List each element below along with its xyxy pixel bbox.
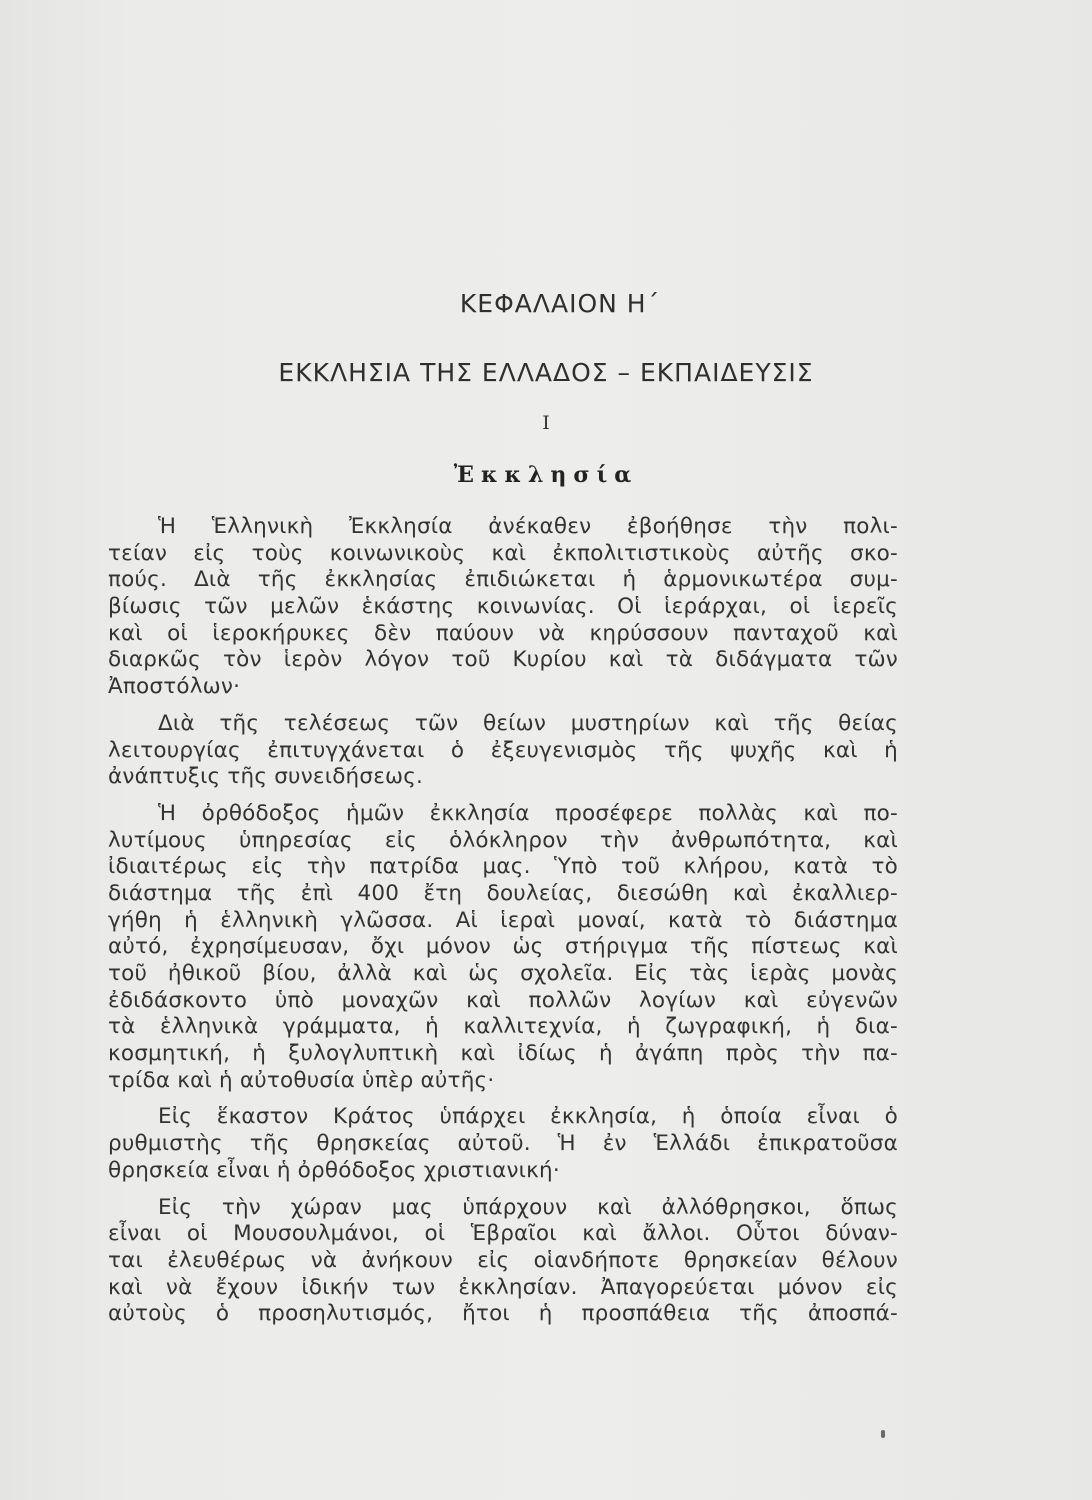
text-line: βίωσις τῶν μελῶν ἑκάστης κοινωνίας. Οἱ ἱεράρχαι, οἱ ἱερεῖς — [108, 594, 898, 620]
section-heading: Ἐκκλησία — [453, 462, 639, 488]
text-line: ἰδιαιτέρως εἰς τὴν πατρίδα μας. Ὑπὸ τοῦ κλήρου, κατὰ τὸ — [108, 854, 898, 880]
text-line: κοσμητική, ἡ ξυλογλυπτικὴ καὶ ἰδίως ἡ ἀγάπη πρὸς τὴν πα- — [108, 1041, 898, 1067]
text-line: τείαν εἰς τοὺς κοινωνικοὺς καὶ ἐκπολιτιστικοὺς αὐτῆς σκο- — [108, 540, 898, 566]
chapter-label: ΚΕΦΑΛΑΙΟΝ Η΄ — [459, 289, 661, 318]
text-line: λειτουργίας ἐπιτυγχάνεται ὁ ἐξευγενισμὸς τῆς ψυχῆς καὶ ἡ — [108, 737, 898, 763]
text-line: Ἡ Ἑλληνικὴ Ἐκκλησία ἀνέκαθεν ἐβοήθησε τὴν πολι- — [158, 514, 898, 539]
paragraph-5 — [108, 1195, 898, 1328]
print-speck — [881, 1430, 885, 1438]
text-line: ται ἐλευθέρως νὰ ἀνήκουν εἰς οἱανδήποτε θρησκείαν θέλουν — [108, 1247, 898, 1273]
text-line: εἶναι οἱ Μουσουλμάνοι, οἱ Ἑβραῖοι καὶ ἄλλοι. Οὗτοι δύναν- — [108, 1221, 898, 1247]
text-line: Ἀποστόλων· — [108, 674, 241, 700]
paragraph-1 — [108, 514, 898, 701]
text-line: αὐτό, ἐχρησίμευσαν, ὄχι μόνον ὡς στήριγμα τῆς πίστεως καὶ — [108, 934, 898, 960]
text-line: τρίδα καὶ ἡ αὐτοθυσία ὑπὲρ αὐτῆς· — [108, 1067, 495, 1093]
text-line: ἐδιδάσκοντο ὑπὸ μοναχῶν καὶ πολλῶν λογίων καὶ εὐγενῶν — [108, 987, 898, 1013]
text-line: τὰ ἑλληνικὰ γράμματα, ἡ καλλιτεχνία, ἡ ζωγραφική, ἡ δια- — [108, 1014, 898, 1040]
paragraph-3 — [108, 801, 898, 1095]
text-line: διάστημα τῆς ἐπὶ 400 ἔτη δουλείας, διεσώθη καὶ ἐκαλλιερ- — [108, 880, 898, 906]
text-line: Διὰ τῆς τελέσεως τῶν θείων μυστηρίων καὶ τῆς θείας — [158, 710, 898, 736]
text-line: ἀνάπτυξις τῆς συνειδήσεως. — [108, 764, 424, 790]
text-line: Εἰς τὴν χώραν μας ὑπάρχουν καὶ ἀλλόθρησκοι, ὅπως — [158, 1194, 898, 1220]
text-line: τοῦ ἠθικοῦ βίου, ἀλλὰ καὶ ὡς σχολεῖα. Εἰς τὰς ἱερὰς μονὰς — [108, 961, 898, 986]
section-number: I — [542, 412, 550, 434]
text-line: Ἡ ὀρθόδοξος ἡμῶν ἐκκλησία προσέφερε πολλὰς καὶ πο- — [158, 800, 898, 826]
text-line: θρησκεία εἶναι ἡ ὀρθόδοξος χριστιανική· — [108, 1157, 560, 1183]
text-line: πούς. Διὰ τῆς ἐκκλησίας ἐπιδιώκεται ἡ ἁρμονικωτέρα συμ- — [108, 567, 898, 593]
text-line: καὶ νὰ ἔχουν ἰδικήν των ἐκκλησίαν. Ἀπαγορεύεται μόνον εἰς — [108, 1274, 898, 1300]
paragraph-2 — [108, 711, 898, 791]
chapter-title: ΕΚΚΛΗΣΙΑ ΤΗΣ ΕΛΛΑΔΟΣ – ΕΚΠΑΙΔΕΥΣΙΣ — [278, 358, 814, 387]
text-line: Εἰς ἕκαστον Κράτος ὑπάρχει ἐκκλησία, ἡ ὁποία εἶναι ὁ — [158, 1104, 898, 1130]
paragraph-4 — [108, 1104, 898, 1184]
text-line: διαρκῶς τὸν ἱερὸν λόγον τοῦ Κυρίου καὶ τὰ διδάγματα τῶν — [108, 647, 898, 673]
text-line: αὐτοὺς ὁ προσηλυτισμός, ἤτοι ἡ προσπάθεια τῆς ἀποσπά- — [108, 1301, 898, 1327]
chapter-header — [0, 284, 1092, 490]
body-text — [108, 514, 898, 1328]
text-line: λυτίμους ὑπηρεσίας εἰς ὁλόκληρον τὴν ἀνθρωπότητα, καὶ — [108, 827, 898, 853]
text-line: γήθη ἡ ἑλληνικὴ γλῶσσα. Αἱ ἱεραὶ μοναί, κατὰ τὸ διάστημα — [108, 907, 898, 933]
text-line: ρυθμιστὴς τῆς θρησκείας αὐτοῦ. Ἡ ἐν Ἑλλάδι ἐπικρατοῦσα — [108, 1131, 898, 1157]
text-line: καὶ οἱ ἱεροκήρυκες δὲν παύουν νὰ κηρύσσουν πανταχοῦ καὶ — [108, 620, 898, 646]
